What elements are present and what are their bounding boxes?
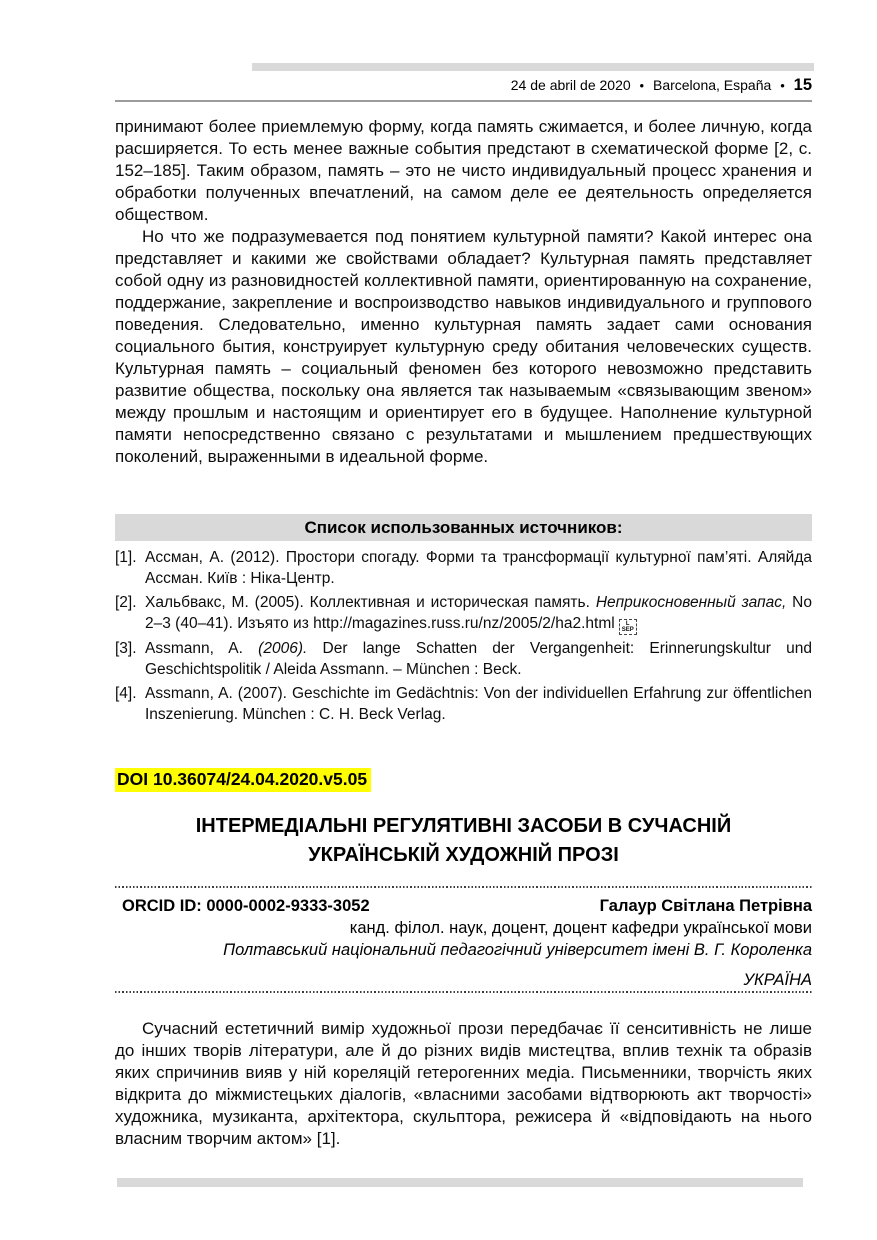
header-rule xyxy=(115,100,812,102)
scan-artifact-band-top xyxy=(252,63,814,71)
reference-text: Ассман, А. (2012). Простори спогаду. Форми та трансформації культурної пам’яті. Аляйда Ассман. Київ : Ніка-Центр. xyxy=(145,549,812,587)
references-list xyxy=(115,547,812,728)
author-block xyxy=(115,895,812,991)
line-separator-glyph-bottom: SEP xyxy=(621,627,634,633)
reference-item-2 xyxy=(115,592,812,635)
bullet-separator: • xyxy=(780,78,785,93)
header-location: Barcelona, España xyxy=(652,77,772,93)
reference-number: [3]. xyxy=(115,640,137,657)
doi-highlighted: DOI 10.36074/24.04.2020.v5.05 xyxy=(115,768,371,792)
reference-italic-text: Неприкосновенный запас, xyxy=(595,594,787,611)
reference-item-1 xyxy=(115,547,812,589)
reference-number: [1]. xyxy=(115,549,137,566)
reference-text: Assmann, A. (2007). Geschichte im Gedächtnis: Von der individuellen Erfahrung zur öffentlichen Inszenierung. München : C. H. Beck Verlag. xyxy=(145,685,812,723)
author-country: УКРАЇНА xyxy=(743,971,812,989)
article-title-line2: УКРАЇНСЬКІЙ ХУДОЖНІЙ ПРОЗІ xyxy=(308,844,619,866)
page-number: 15 xyxy=(793,76,812,94)
reference-number: [4]. xyxy=(115,685,137,702)
body-paragraph-1: принимают более приемлемую форму, когда память сжимается, и более личную, когда расширяется. То есть менее важные события предстают в схематической форме [2, с. 152–185]. Таким образом, память – это не чисто индивидуальный процесс хранения и обработки полученных впечатлений, на самом деле ее деятельность определяется обществом. xyxy=(115,117,812,224)
reference-text: Хальбвакс, М. (2005). Коллективная и историческая память. xyxy=(145,594,596,611)
running-header xyxy=(115,76,812,95)
reference-item-4 xyxy=(115,683,812,725)
article-title-line1: ІНТЕРМЕДІАЛЬНІ РЕГУЛЯТИВНІ ЗАСОБИ В СУЧАСНІЙ xyxy=(195,815,732,837)
dotted-rule-bottom xyxy=(115,991,812,993)
scan-artifact-band-bottom xyxy=(117,1178,803,1187)
line-separator-glyph-top: L xyxy=(625,621,630,627)
reference-number: [2]. xyxy=(115,594,137,611)
dotted-rule-top xyxy=(115,886,812,888)
references-heading: Список использованных источников: xyxy=(115,514,812,541)
body-paragraph-2: Но что же подразумевается под понятием культурной памяти? Какой интерес она представляет и какими же свойствами обладает? Культурная память представляет собой одну из разновидностей коллективной памяти, ориентированную на сохранение, поддержание, закрепление и воспроизводство навыков индивидуального и группового поведения. Следовательно, именно культурная память задает сами основания социального бытия, конструирует культурную среду обитания человеческих существ. Культурная память – социальный феномен без которого невозможно представить развитие общества, поскольку она является так называемым «связывающим звеном» между прошлым и настоящим и ориентирует его в будущее. Наполнение культурной памяти непосредственно связано с результатами и мышлением предшествующих поколений, выраженными в идеальной форме. xyxy=(115,227,812,466)
author-degree: канд. філол. наук, доцент, доцент кафедри української мови xyxy=(349,919,812,937)
orcid-author-row xyxy=(115,895,812,917)
bullet-separator: • xyxy=(639,78,645,93)
header-date: 24 de abril de 2020 xyxy=(510,77,631,93)
reference-text: Der lange Schatten der Vergangenheit: Erinnerungskultur und Geschichtspolitik / Aleida Assmann. – München : Beck. xyxy=(145,640,812,678)
reference-text: Assmann, A. xyxy=(145,640,259,657)
reference-item-3 xyxy=(115,638,812,680)
doi-row xyxy=(115,768,812,792)
reference-text: No 2–3 (40–41). Изъято из xyxy=(145,594,812,632)
orcid-id: ORCID ID: 0000-0002-9333-3052 xyxy=(122,897,370,915)
reference-italic-text: (2006). xyxy=(258,640,308,657)
author-name: Галаур Світлана Петрівна xyxy=(599,897,812,915)
reference-url[interactable]: http://magazines.russ.ru/nz/2005/2/ha2.html xyxy=(313,615,615,632)
author-affiliation: Полтавський національний педагогічний університет імені В. Г. Короленка xyxy=(223,941,812,959)
line-separator-glyph xyxy=(619,619,637,635)
article-title xyxy=(115,812,812,870)
intro-paragraph: Сучасний естетичний вимір художньої прози передбачає її сенситивність не лише до інших творів літератури, але й до різних видів мистецтва, вплив технік та образів яких спричинив вияв у ній кореляцій гетерогенних медіа. Письменники, творчість яких відкрита до міжмистецьких діалогів, «власними засобами відтворюють акт творчості» художника, музиканта, архітектора, скульптора, режисера й «відповідають на нього власним творчим актом» [1]. xyxy=(115,1019,812,1148)
